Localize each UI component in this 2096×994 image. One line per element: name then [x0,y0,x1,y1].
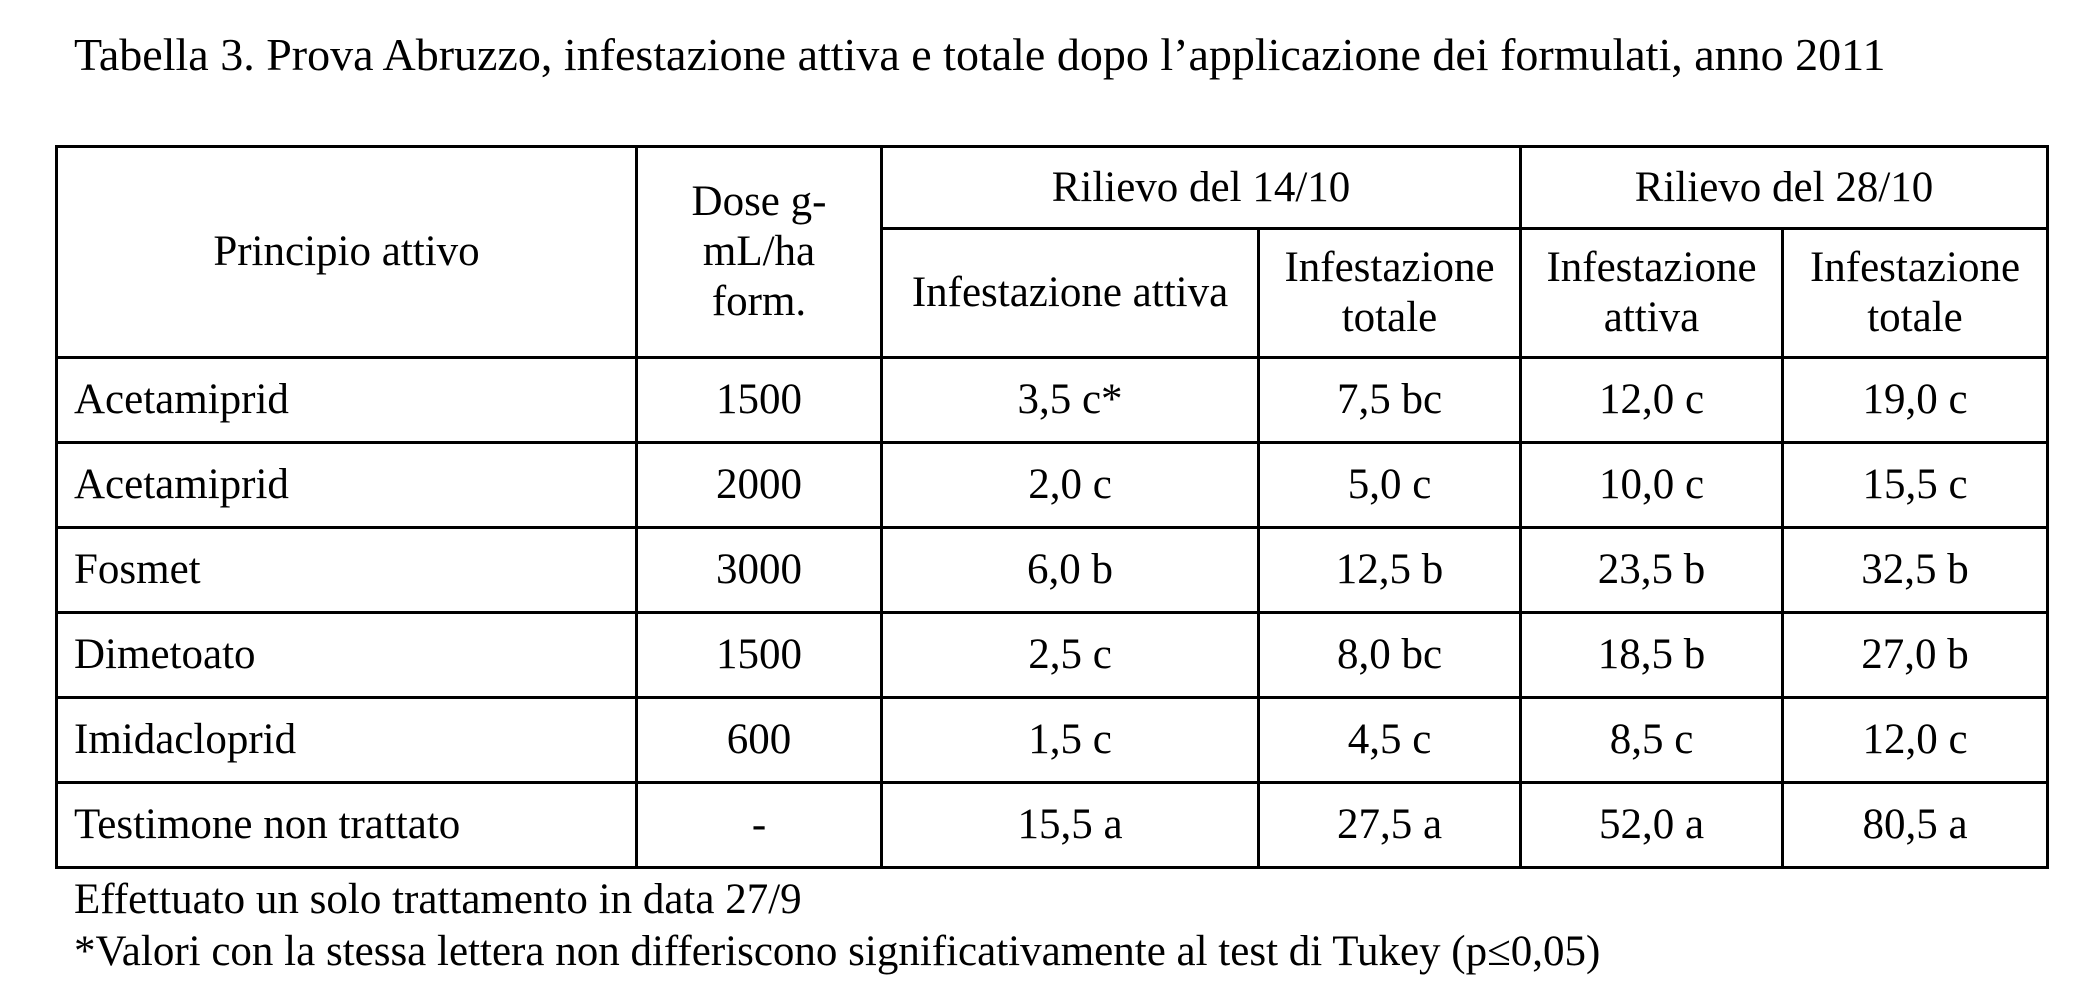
cell-r1-attiva: 2,0 c [882,443,1259,528]
cell-r1-totale: 4,5 c [1259,698,1521,783]
header-r2-infestazione-attiva: Infestazione attiva [1521,229,1783,358]
table-row [57,783,2048,868]
cell-r2-attiva: 23,5 b [1521,528,1783,613]
cell-dose: 1500 [637,358,882,443]
cell-r2-attiva: 52,0 a [1521,783,1783,868]
cell-r2-attiva: 8,5 c [1521,698,1783,783]
cell-principio: Testimone non trattato [57,783,637,868]
cell-r2-totale: 12,0 c [1783,698,2048,783]
cell-dose: 2000 [637,443,882,528]
cell-r1-totale: 12,5 b [1259,528,1521,613]
header-principio-attivo: Principio attivo [57,147,637,358]
note-trattamento: Effettuato un solo trattamento in data 27/9 [74,876,802,923]
cell-r1-totale: 8,0 bc [1259,613,1521,698]
table-row [57,528,2048,613]
cell-r1-attiva: 2,5 c [882,613,1259,698]
table-row [57,698,2048,783]
cell-r1-attiva: 15,5 a [882,783,1259,868]
cell-dose: - [637,783,882,868]
header-rilievo-28-10: Rilievo del 28/10 [1521,147,2048,229]
cell-principio: Dimetoato [57,613,637,698]
results-table [55,145,2049,869]
table-row [57,358,2048,443]
table-row [57,613,2048,698]
cell-r1-totale: 7,5 bc [1259,358,1521,443]
cell-dose: 3000 [637,528,882,613]
header-dose-text: Dose g-mL/ha form. [691,178,827,325]
cell-principio: Fosmet [57,528,637,613]
cell-dose: 1500 [637,613,882,698]
cell-r2-totale: 27,0 b [1783,613,2048,698]
header-r1-infestazione-totale: Infestazione totale [1259,229,1521,358]
cell-r1-attiva: 6,0 b [882,528,1259,613]
cell-r1-totale: 5,0 c [1259,443,1521,528]
cell-principio: Imidacloprid [57,698,637,783]
cell-dose: 600 [637,698,882,783]
cell-principio: Acetamiprid [57,443,637,528]
cell-r2-attiva: 12,0 c [1521,358,1783,443]
cell-r1-attiva: 3,5 c* [882,358,1259,443]
cell-r2-totale: 80,5 a [1783,783,2048,868]
header-dose [637,147,882,358]
header-r2-infestazione-totale: Infestazione totale [1783,229,2048,358]
cell-r2-attiva: 10,0 c [1521,443,1783,528]
cell-principio: Acetamiprid [57,358,637,443]
note-tukey: *Valori con la stessa lettera non differiscono significativamente al test di Tukey (p≤0,05) [74,928,1601,975]
cell-r1-totale: 27,5 a [1259,783,1521,868]
cell-r2-attiva: 18,5 b [1521,613,1783,698]
cell-r2-totale: 32,5 b [1783,528,2048,613]
cell-r2-totale: 19,0 c [1783,358,2048,443]
cell-r2-totale: 15,5 c [1783,443,2048,528]
cell-r1-attiva: 1,5 c [882,698,1259,783]
table-notes [74,874,1600,978]
header-rilievo-14-10: Rilievo del 14/10 [882,147,1521,229]
table-row [57,443,2048,528]
table-caption: Tabella 3. Prova Abruzzo, infestazione attiva e totale dopo l’applicazione dei formulati, anno 2011 [74,29,1886,80]
header-r1-infestazione-attiva: Infestazione attiva [882,229,1259,358]
